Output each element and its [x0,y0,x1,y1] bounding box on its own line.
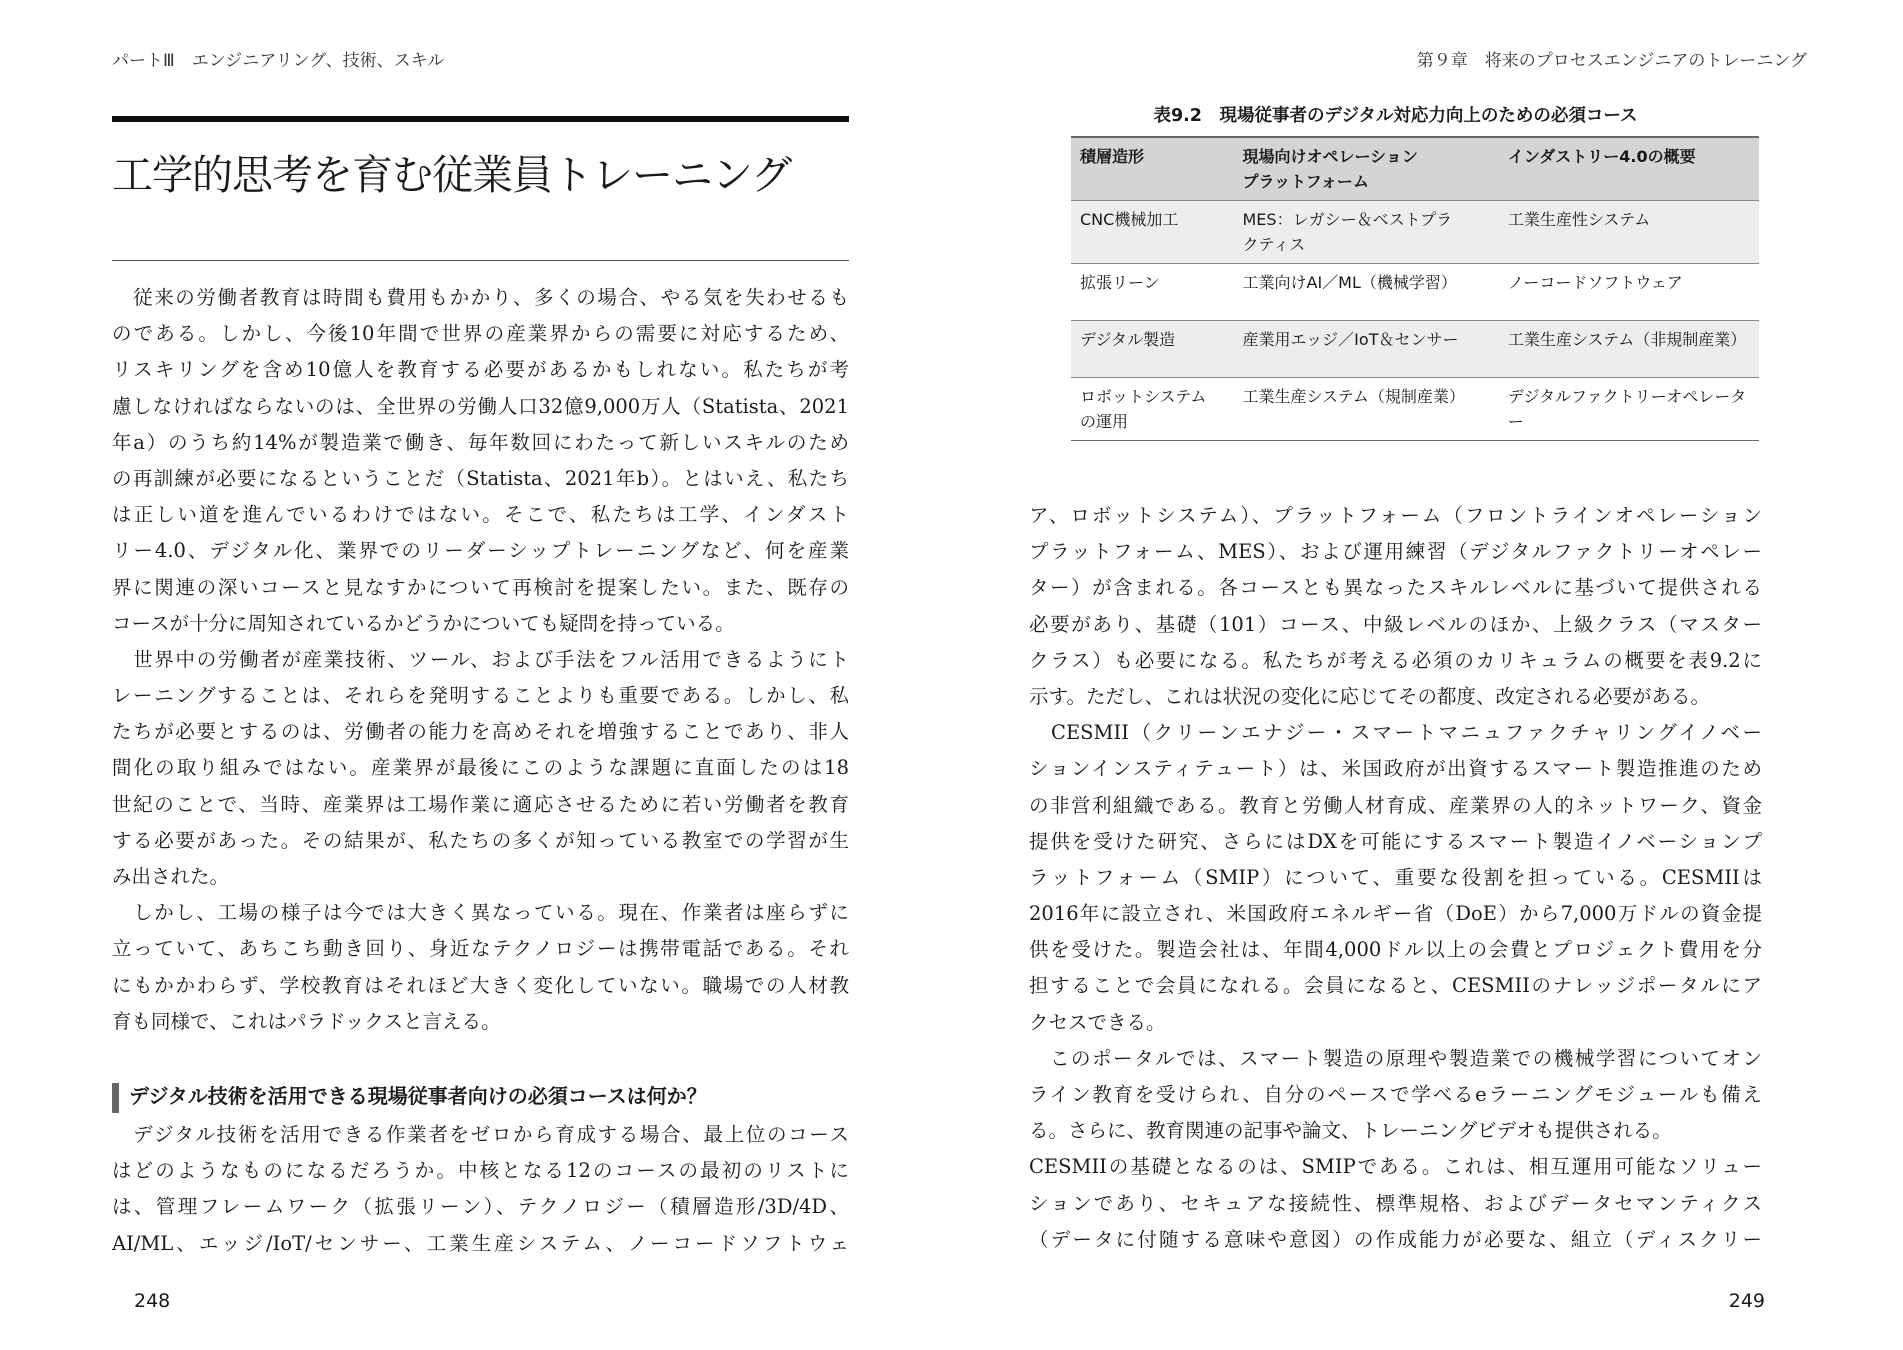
table-header-cell: 積層造形 [1071,137,1234,201]
text-line: リスキリングを含め10億人を教育する必要があるかもしれない。私たちが考 [112,358,849,382]
text-line: はどのようなものになるだろうか。中核となる12のコースの最初のリストに [112,1159,849,1183]
text-line: する必要があった。その結果が、私たちの多くが知っている教室での学習が生 [112,828,849,852]
section-heading [112,1080,707,1112]
table-caption: 表9.2 現場従事者のデジタル対応力向上のための必須コース [1153,106,1638,126]
table-cell: デジタル製造 [1071,321,1234,378]
text-line: 界に関連の深いコースと見なすかについて再検討を提案したい。また、既存の [112,575,849,599]
chapter-title-bottom-rule [112,260,849,261]
page-number-left: 248 [134,1290,171,1312]
text-line: にもかかわらず、学校教育はそれほど大きく変化していない。職場での人材教 [112,973,849,997]
left-body-text [112,280,849,1040]
right-page [951,0,1903,1350]
courses-table [1071,136,1759,441]
chapter-title: 工学的思考を育む従業員トレーニング [112,151,792,199]
table-cell: 工業生産性システム [1499,201,1759,264]
table-row [1071,378,1759,441]
chapter-title-top-rule [112,116,849,122]
table-row [1071,264,1759,321]
section-heading-bar [112,1083,119,1113]
table-header-cell: 現場向けオペレーション プラットフォーム [1234,137,1499,201]
text-line: 年a）のうち約14%が製造業で働き、毎年数回にわたって新しいスキルのため [112,430,849,454]
right-body-text [1029,498,1762,1258]
text-line: 慮しなければならないのは、全世界の労働人口32億9,000万人（Statista、2021 [112,394,849,418]
text-line: クセスできる。 [1029,1010,1166,1034]
table-cell: ノーコードソフトウェア [1499,264,1759,321]
text-line: ションインスティテュート）は、米国政府が出資するスマート製造推進のため [1029,757,1762,781]
table-header-cell: インダストリー4.0の概要 [1499,137,1759,201]
text-line: CESMIIの基礎となるのは、SMIPである。これは、相互運用可能なソリュー [1029,1155,1762,1179]
table-cell: 拡張リーン [1071,264,1234,321]
table-cell: 工業生産システム（規制産業） [1234,378,1499,441]
text-line: 供を受けた。製造会社は、年間4,000ドル以上の会費とプロジェクト費用を分 [1029,938,1762,962]
text-line: ションであり、セキュアな接続性、標準規格、およびデータセマンティクス [1029,1191,1762,1215]
left-section-body-text [112,1117,849,1262]
text-line: 必要があり、基礎（101）コース、中級レベルのほか、上級クラス（マスター [1029,612,1762,636]
text-line: る。さらに、教育関連の記事や論文、トレーニングビデオも提供される。 [1029,1119,1672,1143]
left-page [0,0,951,1350]
running-head-left: パートⅢ エンジニアリング、技術、スキル [112,51,445,71]
text-line: み出された。 [112,865,230,888]
text-line: ア、ロボットシステム）、プラットフォーム（フロントラインオペレーション [1029,504,1762,527]
text-line: ター）が含まれる。各コースとも異なったスキルレベルに基づいて提供される [1029,576,1762,600]
table-cell: CNC機械加工 [1071,201,1234,264]
page-number-right: 249 [1728,1290,1765,1312]
text-line: 担することで会員になれる。会員になると、CESMIIのナレッジポータルにア [1029,974,1762,998]
text-line: プラットフォーム、MES）、および運用練習（デジタルファクトリーオペレー [1029,540,1762,564]
text-line: AI/ML、エッジ/IoT/センサー、工業生産システム、ノーコードソフトウェ [112,1231,849,1255]
text-line: 世紀のことで、当時、産業界は工場作業に適応させるために若い労働者を教育 [112,792,849,816]
text-line: CESMII（クリーンエナジー・スマートマニュファクチャリングイノベー [1029,721,1762,745]
text-line: しかし、工場の様子は今では大きく異なっている。現在、作業者は座らずに [112,901,849,925]
text-line: は正しい道を進んでいるわけではない。そこで、私たちは工学、インダスト [112,503,849,527]
text-line: リー4.0、デジタル化、業界でのリーダーシップトレーニングなど、何を産業 [112,539,849,563]
table-cell: MES：レガシー＆ベストプラ クティス [1234,201,1499,264]
text-line: は、管理フレームワーク（拡張リーン）、テクノロジー（積層造形/3D/4D、 [112,1195,849,1219]
text-line: このポータルでは、スマート製造の原理や製造業での機械学習についてオン [1029,1046,1762,1070]
text-line: コースが十分に周知されているかどうかについても疑問を持っている。 [112,611,735,635]
text-line: レーニングすることは、それらを発明することよりも重要である。しかし、私 [112,684,849,708]
table-cell: 工業生産システム（非規制産業） [1499,321,1759,378]
text-line: 間化の取り組みではない。産業界が最後にこのような課題に直面したのは18 [112,756,849,780]
table-row [1071,201,1759,264]
text-line: デジタル技術を活用できる作業者をゼロから育成する場合、最上位のコース [112,1123,849,1146]
text-line: 従来の労働者教育は時間も費用もかかり、多くの場合、やる気を失わせるも [112,286,849,309]
section-heading-text: デジタル技術を活用できる現場従事者向けの必須コースは何か？ [129,1084,707,1108]
table-row [1071,321,1759,378]
table-cell: デジタルファクトリーオペレーター [1499,378,1759,441]
text-line: のである。しかし、今後10年間で世界の産業界からの需要に対応するため、 [112,322,849,346]
text-line: クラス）も必要になる。私たちが考える必須のカリキュラムの概要を表9.2に [1029,648,1762,672]
text-line: 提供を受けた研究、さらにはDXを可能にするスマート製造イノベーションプ [1029,829,1762,853]
table-cell: 工業向けAI／ML（機械学習） [1234,264,1499,321]
text-line: ライン教育を受けられ、自分のペースで学べるeラーニングモジュールも備え [1029,1083,1762,1106]
text-line: ラットフォーム（SMIP）について、重要な役割を担っている。CESMIIは [1029,865,1762,889]
text-line: たちが必要とするのは、労働者の能力を高めそれを増強することであり、非人 [112,720,849,744]
text-line: 示す。ただし、これは状況の変化に応じてその都度、改定される必要がある。 [1029,684,1710,708]
text-line: 立っていて、あちこち動き回り、身近なテクノロジーは携帯電話である。それ [112,937,849,961]
text-line: 世界中の労働者が産業技術、ツール、および手法をフル活用できるようにト [112,647,849,671]
text-line: 育も同様で、これはパラドックスと言える。 [112,1009,501,1033]
text-line: の再訓練が必要になるということだ（Statista、2021年b）。とはいえ、私たち [112,466,849,490]
table-cell: 産業用エッジ／IoT＆センサー [1234,321,1499,378]
running-head-right: 第９章 将来のプロセスエンジニアのトレーニング [1416,51,1807,71]
text-line: の非営利組織である。教育と労働人材育成、産業界の人的ネットワーク、資金 [1029,793,1762,817]
table-cell: ロボットシステム の運用 [1071,378,1234,441]
table-header-row [1071,137,1759,201]
text-line: 2016年に設立され、米国政府エネルギー省（DoE）から7,000万ドルの資金提 [1029,902,1762,926]
text-line: （データに付随する意味や意図）の作成能力が必要な、組立（ディスクリー [1029,1227,1762,1251]
